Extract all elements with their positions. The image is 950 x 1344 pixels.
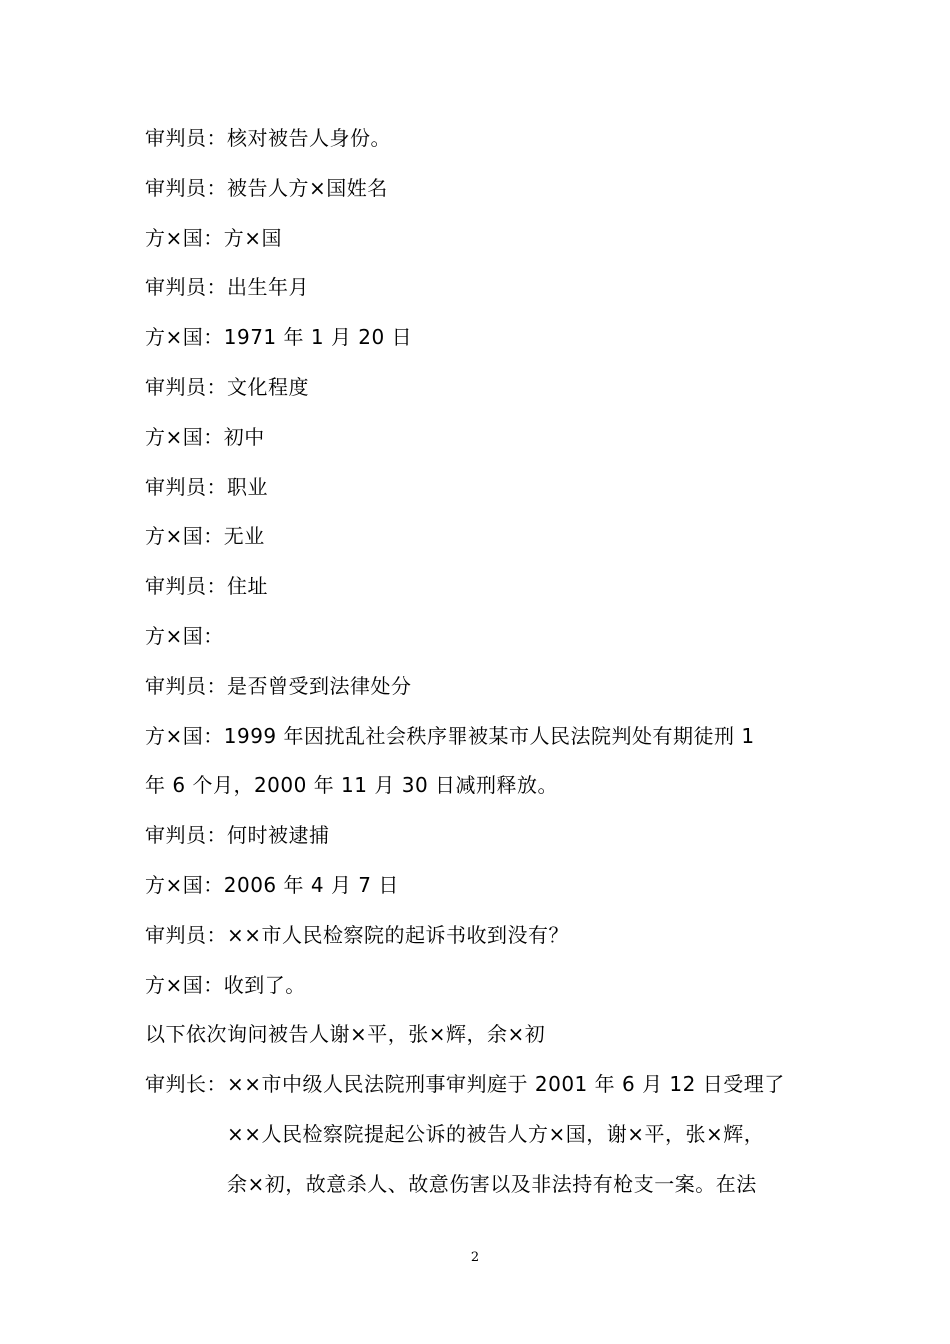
- page-number: 2: [470, 1250, 480, 1265]
- transcript-line: 方×国：方×国: [145, 225, 283, 250]
- presiding-judge-statement: [145, 1060, 810, 1209]
- transcript-line: 方×国：1971 年 1 月 20 日: [145, 325, 413, 350]
- transcript-line: 审判员：住址: [145, 574, 268, 599]
- transcript-line: 以下依次询问被告人谢×平，张×辉，余×初: [145, 1022, 546, 1047]
- transcript-line: 审判员：是否曾受到法律处分: [145, 673, 412, 698]
- transcript-line: 审判员：文化程度: [145, 374, 309, 399]
- transcript-body: [145, 114, 810, 1210]
- transcript-line: 方×国：: [145, 623, 224, 648]
- transcript-line: 方×国：初中: [145, 424, 265, 449]
- statement-line: 余×初，故意杀人、故意伤害以及非法持有枪支一案。在法: [227, 1171, 757, 1196]
- transcript-line: 方×国：1999 年因扰乱社会秩序罪被某市人民法院判处有期徒刑 1: [145, 723, 755, 748]
- speaker-label: 审判长：: [145, 1072, 227, 1097]
- transcript-line: 审判员：核对被告人身份。: [145, 126, 391, 150]
- transcript-line: 审判员：被告人方×国姓名: [145, 175, 388, 200]
- statement-line: ××市中级人民法院刑事审判庭于 2001 年 6 月 12 日受理了: [227, 1072, 785, 1097]
- transcript-line: 方×国：无业: [145, 524, 265, 549]
- transcript-line: 方×国：收到了。: [145, 972, 306, 997]
- transcript-line: 年 6 个月，2000 年 11 月 30 日减刑释放。: [145, 773, 559, 798]
- transcript-line: 审判员：××市人民检察院的起诉书收到没有？: [145, 922, 570, 947]
- transcript-line: 审判员：职业: [145, 474, 268, 499]
- transcript-line: 审判员：何时被逮捕: [145, 823, 330, 848]
- transcript-line: 方×国：2006 年 4 月 7 日: [145, 872, 399, 897]
- statement-line: ××人民检察院提起公诉的被告人方×国，谢×平，张×辉，: [227, 1121, 765, 1146]
- statement-text: [227, 1060, 810, 1209]
- transcript-line: 审判员：出生年月: [145, 275, 309, 300]
